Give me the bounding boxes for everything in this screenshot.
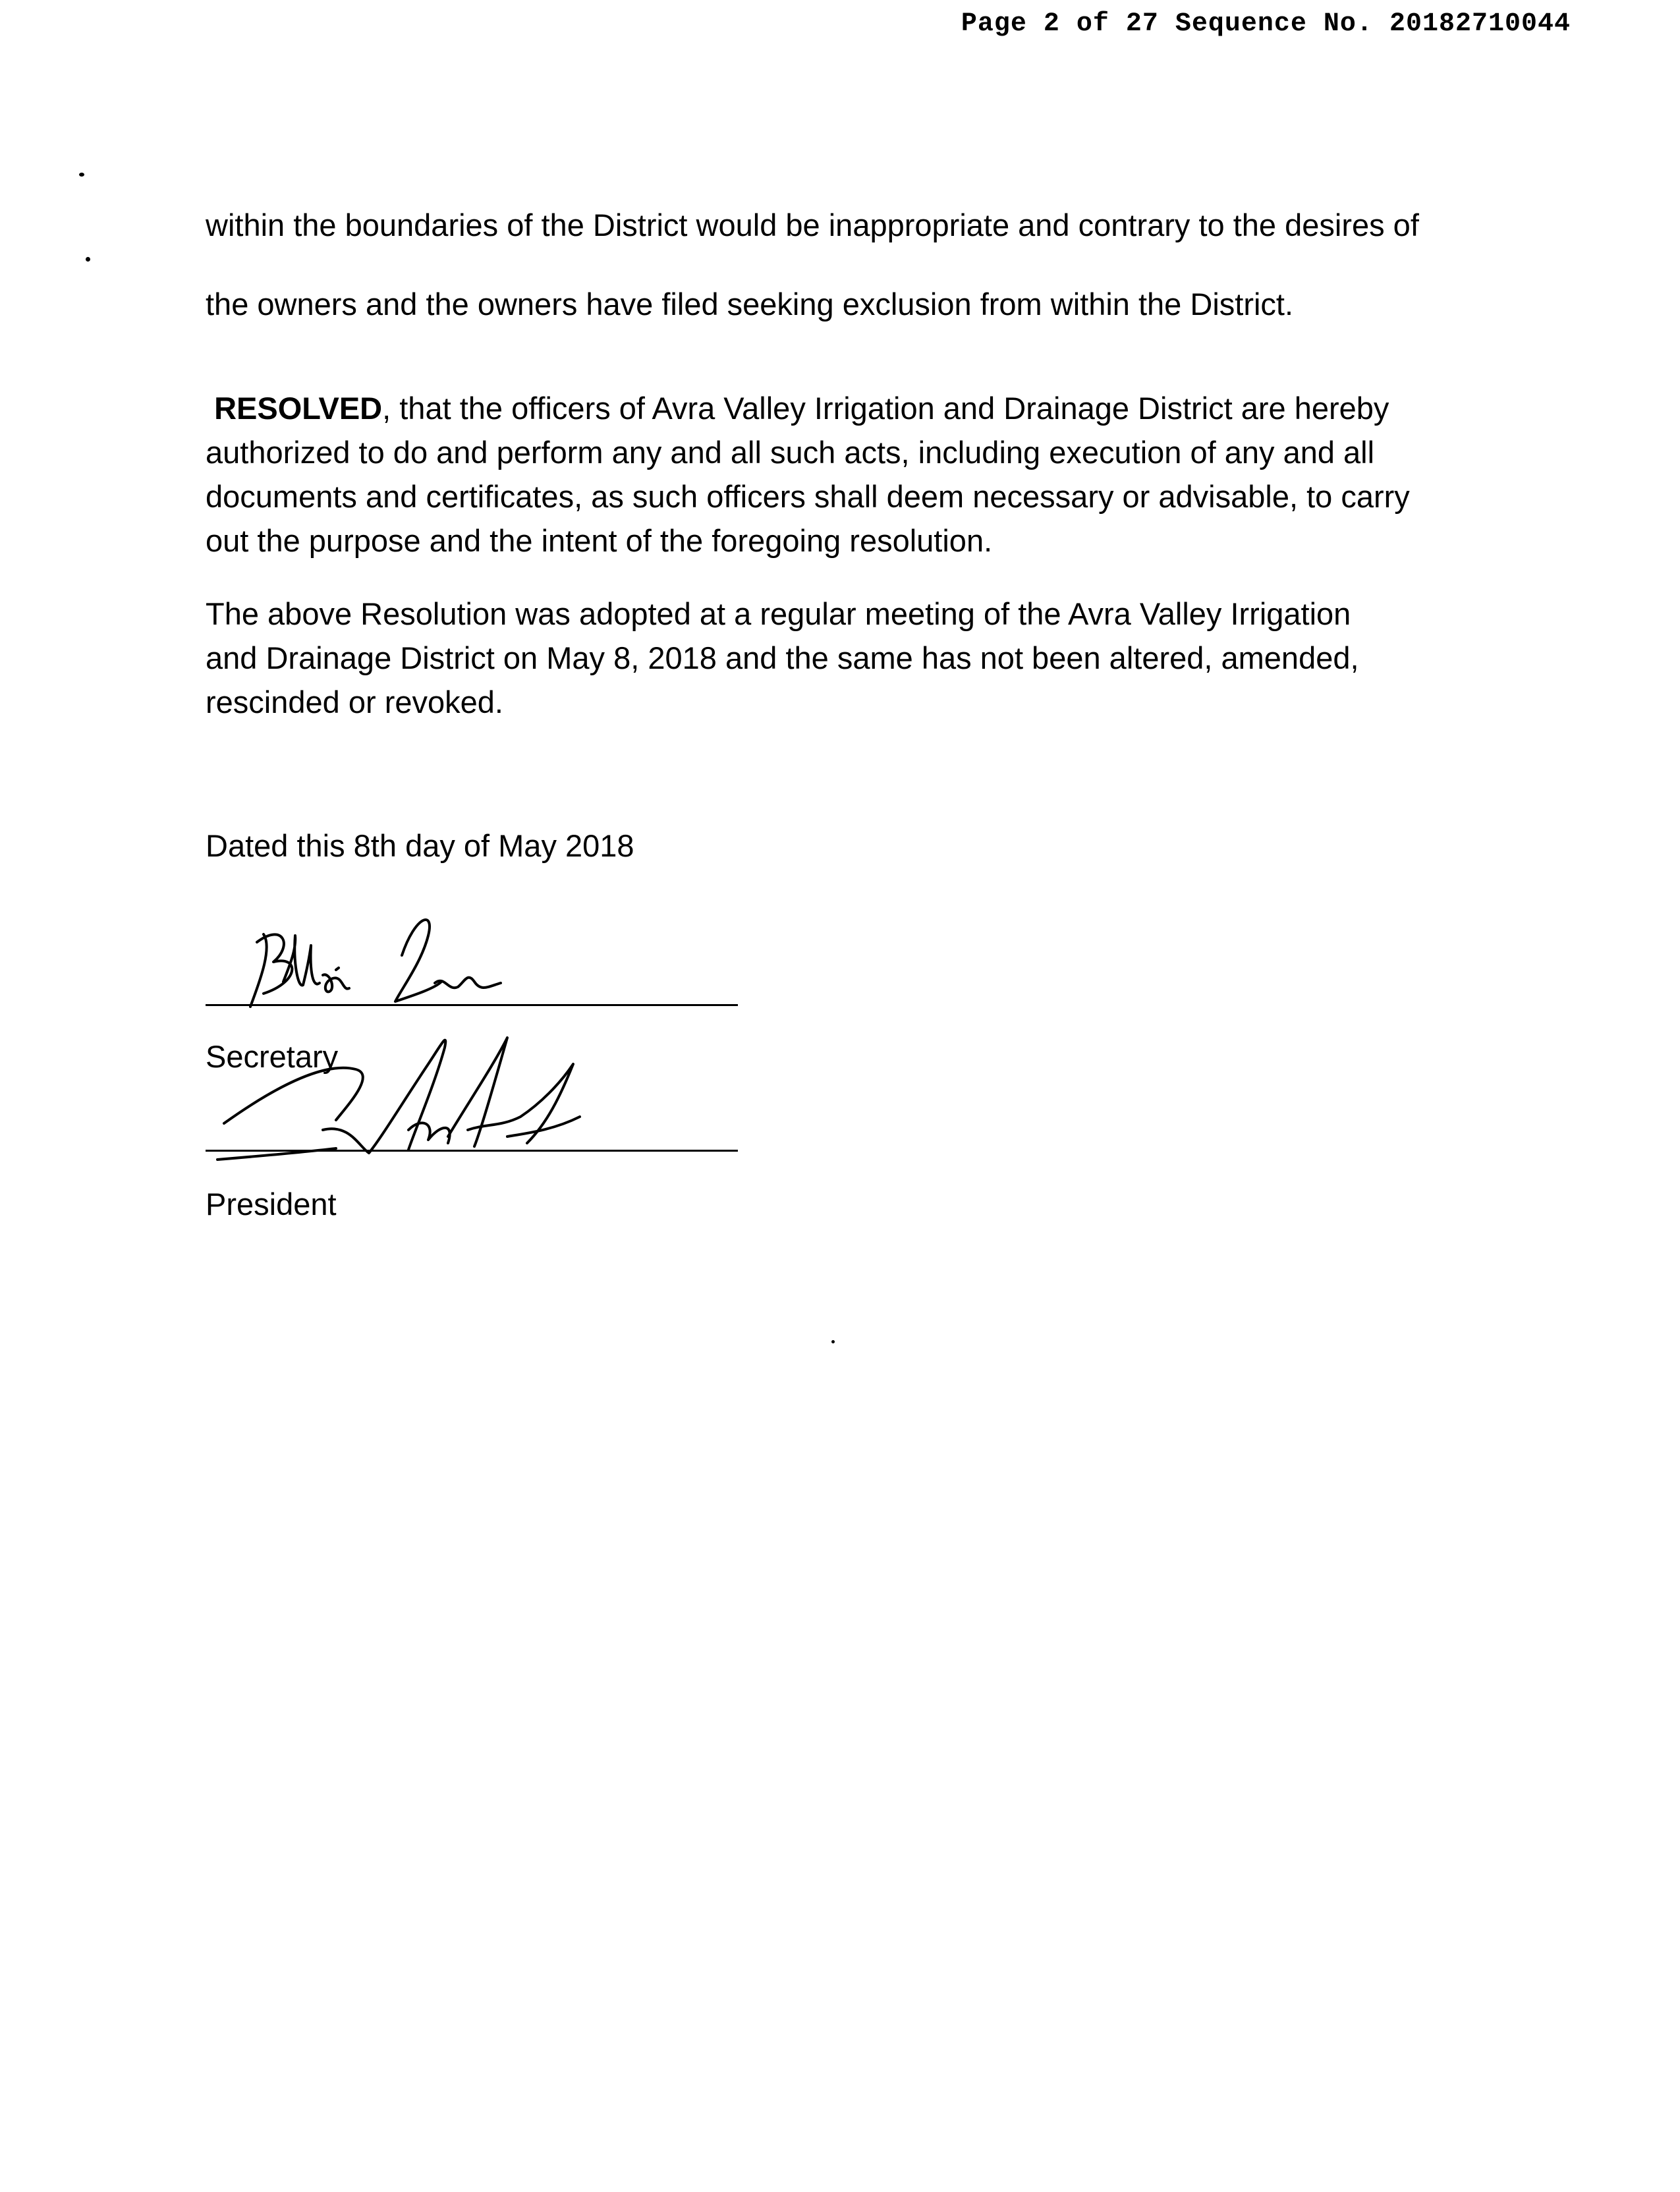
- paragraph-line: the owners and the owners have filed seeking exclusion from within the District.: [206, 287, 1294, 322]
- adoption-line: The above Resolution was adopted at a regular meeting of the Avra Valley Irrigation: [206, 596, 1351, 631]
- president-signature: [217, 1025, 679, 1169]
- secretary-signature-line: [206, 1004, 738, 1006]
- page-header: Page 2 of 27 Sequence No. 20182710044: [961, 9, 1571, 39]
- president-label: President: [206, 1187, 337, 1222]
- resolved-keyword: RESOLVED: [214, 391, 383, 426]
- resolved-line: documents and certificates, as such officers shall deem necessary or advisable, to carry: [206, 479, 1410, 514]
- dated-line: Dated this 8th day of May 2018: [206, 828, 634, 863]
- resolved-line-text: , that the officers of Avra Valley Irrigation and Drainage District are hereby: [382, 391, 1389, 426]
- scan-speck: [86, 257, 90, 262]
- adoption-line: rescinded or revoked.: [206, 685, 503, 719]
- resolved-line: out the purpose and the intent of the foregoing resolution.: [206, 523, 993, 558]
- scan-speck: [79, 173, 84, 177]
- resolved-paragraph: [206, 386, 1410, 563]
- adoption-line: and Drainage District on May 8, 2018 and the same has not been altered, amended,: [206, 640, 1359, 675]
- secretary-label: Secretary: [206, 1039, 339, 1074]
- president-signature-line: [206, 1150, 738, 1152]
- secretary-signature: [237, 909, 593, 1015]
- scan-speck: [831, 1340, 835, 1343]
- adoption-paragraph: [206, 592, 1359, 724]
- resolved-line: [206, 386, 1410, 430]
- resolved-line: authorized to do and perform any and all such acts, including execution of any and all: [206, 435, 1375, 470]
- paragraph-line: within the boundaries of the District would be inappropriate and contrary to the desires of: [206, 208, 1419, 242]
